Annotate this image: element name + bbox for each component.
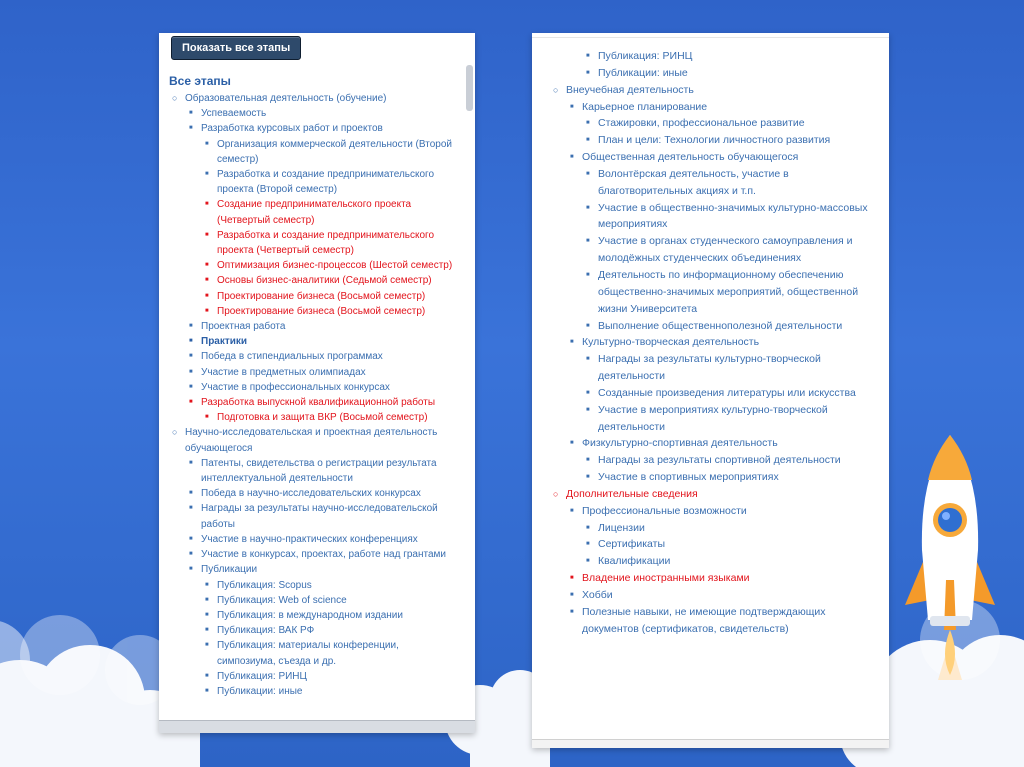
tree-item-label: Участие в общественно-значимых культурно-массовых мероприятиях [598,201,868,231]
tree-item[interactable] [169,91,459,106]
tree-item[interactable] [169,562,459,577]
square-bullet-icon: ■ [189,399,193,406]
circle-bullet-icon: ○ [553,84,559,95]
square-bullet-icon: ■ [586,389,590,396]
square-bullet-icon: ■ [189,535,193,542]
tree-item-label: Стажировки, профессиональное развитие [598,117,805,130]
tree-item[interactable] [550,604,880,638]
square-bullet-icon: ■ [586,474,590,481]
square-bullet-icon: ■ [586,120,590,127]
tree-item-label: Публикация: Web of science [217,594,347,606]
square-bullet-icon: ■ [189,353,193,360]
square-bullet-icon: ■ [189,551,193,558]
tree-item[interactable] [550,503,880,520]
tree-item[interactable] [550,486,880,503]
tree-item-label: Награды за результаты культурно-творческой деятельности [598,353,821,383]
square-bullet-icon: ■ [189,110,193,117]
tree-item-label: Участие в предметных олимпиадах [201,366,366,378]
tree-item-label: Публикация: ВАК РФ [217,625,315,637]
tree-item-label: Награды за результаты спортивной деятельности [598,454,841,467]
tree-item[interactable] [550,166,880,200]
square-bullet-icon: ■ [205,307,209,314]
square-bullet-icon: ■ [205,596,209,603]
square-bullet-icon: ■ [205,581,209,588]
square-bullet-icon: ■ [570,592,574,598]
tree-item-label: Созданные произведения литературы или искусства [598,386,856,399]
square-bullet-icon: ■ [570,608,574,615]
tree-item[interactable] [169,669,459,684]
tree-item[interactable] [550,553,880,570]
tree-item-label: Участие в научно-практических конференциях [201,533,418,545]
square-bullet-icon: ■ [586,238,590,245]
square-bullet-icon: ■ [586,322,590,329]
square-bullet-icon: ■ [189,338,193,345]
tree-item-label: Основы бизнес-аналитики (Седьмой семестр) [217,275,432,287]
tree-item-label: Общественная деятельность обучающегося [582,151,799,164]
tree-item-label: Карьерное планирование [582,100,708,113]
tree-item[interactable] [169,593,459,608]
tree-item[interactable] [550,82,880,99]
tree-item[interactable] [169,395,459,410]
square-bullet-icon: ■ [189,368,193,375]
tree-item[interactable] [169,304,459,319]
top-divider [532,33,889,38]
tree-item-label: Участие в органах студенческого самоуправления и молодёжных студенческих объединениях [598,235,853,265]
tree-item-label: Разработка курсовых работ и проектов [201,123,383,135]
tree-item[interactable] [169,319,459,334]
tree-item-label: Культурно-творческая деятельность [582,336,760,349]
square-bullet-icon: ■ [205,277,209,284]
tree-item[interactable] [550,452,880,469]
tree-item[interactable] [169,380,459,395]
rocket-illustration [900,430,1000,680]
tree-item-label: План и цели: Технологии личностного развития [598,134,831,147]
square-bullet-icon: ■ [586,204,590,211]
tree-item-label: Победа в стипендиальных программах [201,351,383,363]
tree-item-label: Организация коммерческой деятельности (Второй семестр) [217,138,452,165]
tree-item-label: Создание предпринимательского проекта (Четвертый семестр) [217,199,412,226]
tree-item[interactable] [550,318,880,335]
tree-item-label: Волонтёрская деятельность, участие в благотворительных акциях и т.п. [598,167,789,197]
tree-item-label: Публикация: РИНЦ [217,670,307,682]
tree-item[interactable] [169,578,459,593]
tree-item[interactable] [550,334,880,351]
tree-item[interactable] [169,608,459,623]
tree-item[interactable] [169,365,459,380]
tree-item-label: Образовательная деятельность (обучение) [185,93,387,104]
square-bullet-icon: ■ [189,459,193,466]
tree-item-label: Оптимизация бизнес-процессов (Шестой семестр) [217,260,453,272]
tree-item[interactable] [169,638,459,668]
tree-item-label: Разработка и создание предпринимательского проекта (Второй семестр) [217,169,435,196]
square-bullet-icon: ■ [586,558,590,565]
square-bullet-icon: ■ [570,440,574,447]
tree-item[interactable] [550,536,880,553]
square-bullet-icon: ■ [586,271,590,278]
tree-item-label: Награды за результаты научно-исследовательской работы [201,503,438,530]
tree-item-label: Участие в конкурсах, проектах, работе над грантами [201,549,446,561]
left-stage-tree [169,91,459,699]
tree-item[interactable] [169,167,459,197]
square-bullet-icon: ■ [205,292,209,299]
tree-item[interactable] [550,99,880,116]
tree-item[interactable] [169,425,459,455]
tree-item-label: Квалификации [598,555,671,568]
square-bullet-icon: ■ [205,611,209,618]
tree-item[interactable] [169,121,459,136]
tree-item-label: Публикация: в международном издании [217,609,403,621]
tree-item-label: Публикации: иные [598,66,688,79]
tree-item[interactable] [550,65,880,82]
tree-item-label: Победа в научно-исследовательских конкурсах [201,488,421,500]
square-bullet-icon: ■ [586,170,590,177]
square-bullet-icon: ■ [570,339,574,346]
square-bullet-icon: ■ [205,171,209,178]
tree-item[interactable] [169,532,459,547]
tree-item-label: Успеваемость [201,108,267,120]
tree-item-label: Деятельность по информационному обеспечению общественно-значимых мероприятий, общественной жизни Университета [598,268,859,315]
tree-item[interactable] [550,267,880,318]
square-bullet-icon: ■ [586,69,590,76]
tree-item[interactable] [550,469,880,486]
tree-item[interactable] [169,289,459,304]
tree-item-label: Участие в профессиональных конкурсах [201,381,390,393]
tree-item-label: Внеучебная деятельность [566,83,694,96]
tree-item[interactable] [550,115,880,132]
tree-item-label: Публикации [201,564,258,576]
tree-item-label: Патенты, свидетельства о регистрации результата интеллектуальной деятельности [201,457,437,485]
square-bullet-icon: ■ [586,53,590,59]
tree-item-label: Участие в спортивных мероприятиях [598,471,779,484]
square-bullet-icon: ■ [189,383,193,390]
tree-item-label: Проектная работа [201,321,286,333]
tree-item-label: Разработка и создание предпринимательского проекта (Четвертый семестр) [217,229,435,257]
square-bullet-icon: ■ [570,154,574,161]
square-bullet-icon: ■ [205,627,209,634]
square-bullet-icon: ■ [586,406,590,413]
tree-item[interactable] [550,587,880,604]
square-bullet-icon: ■ [189,490,193,497]
tree-item[interactable] [550,149,880,166]
tree-item-label: Практики [201,336,248,348]
tree-item[interactable] [550,351,880,385]
square-bullet-icon: ■ [205,687,209,694]
tree-item-label: Дополнительные сведения [566,487,698,500]
tree-item[interactable] [169,273,459,288]
circle-bullet-icon: ○ [553,488,559,499]
tree-item[interactable] [169,410,459,425]
tree-item[interactable] [169,349,459,364]
tree-item-label: Публикация: материалы конференции, симпозиума, съезда и др. [217,640,399,667]
tree-item-label: Сертификаты [598,538,665,551]
tree-item-label: Публикации: иные [217,685,303,697]
square-bullet-icon: ■ [205,231,209,238]
square-bullet-icon: ■ [205,201,209,208]
tree-item[interactable] [169,228,459,258]
tree-item[interactable] [169,623,459,638]
tree-item[interactable] [550,233,880,267]
square-bullet-icon: ■ [586,457,590,464]
tree-item[interactable] [550,520,880,537]
square-bullet-icon: ■ [205,262,209,269]
square-bullet-icon: ■ [205,672,209,679]
square-bullet-icon: ■ [189,505,193,512]
square-bullet-icon: ■ [586,541,590,548]
right-panel [532,33,889,748]
square-bullet-icon: ■ [189,323,193,330]
bottom-toolbar [159,720,475,733]
show-all-stages-button[interactable]: Показать все этапы [171,36,301,60]
square-bullet-icon: ■ [570,103,574,110]
tree-item-label: Публикация: РИНЦ [598,50,693,62]
tree-item[interactable] [550,402,880,436]
tree-item-label: Лицензии [598,521,645,534]
tree-item-label: Разработка выпускной квалификационной работы [201,397,436,409]
tree-item[interactable] [169,106,459,121]
bottom-divider [532,739,889,748]
tree-item[interactable] [169,684,459,699]
tree-item[interactable] [550,435,880,452]
tree-item[interactable] [550,48,880,65]
tree-item-label: Проектирование бизнеса (Восьмой семестр) [217,305,426,317]
square-bullet-icon: ■ [570,507,574,514]
tree-item-label: Физкультурно-спортивная деятельность [582,437,778,450]
tree-item[interactable] [169,258,459,273]
right-stage-tree [550,48,880,638]
tree-item-label: Профессиональные возможности [582,504,747,517]
left-panel [159,33,475,733]
tree-item[interactable] [550,385,880,402]
tree-item[interactable] [169,334,459,349]
tree-item[interactable] [550,132,880,149]
square-bullet-icon: ■ [189,125,193,132]
tree-item-label: Владение иностранными языками [582,572,750,585]
square-bullet-icon: ■ [205,642,209,649]
square-bullet-icon: ■ [205,414,209,421]
tree-item[interactable] [169,137,459,167]
square-bullet-icon: ■ [586,137,590,144]
tree-item[interactable] [169,197,459,227]
tree-item-label: Выполнение общественнополезной деятельности [598,319,843,332]
square-bullet-icon: ■ [570,575,574,582]
square-bullet-icon: ■ [189,566,193,573]
tree-item-label: Проектирование бизнеса (Восьмой семестр) [217,290,426,302]
circle-bullet-icon: ○ [172,427,178,438]
tree-item-label: Хобби [582,589,613,601]
tree-item[interactable] [169,547,459,562]
tree-item-label: Публикация: Scopus [217,579,312,591]
all-stages-heading: Все этапы [169,74,231,88]
tree-item-label: Научно-исследовательская и проектная деятельность обучающегося [185,427,438,454]
tree-item[interactable] [550,200,880,234]
tree-item-label: Полезные навыки, не имеющие подтверждающих документов (сертификатов, свидетельств) [582,605,826,635]
tree-item[interactable] [169,486,459,501]
square-bullet-icon: ■ [586,524,590,531]
square-bullet-icon: ■ [205,140,209,147]
tree-item-label: Участие в мероприятиях культурно-творческой деятельности [598,403,828,433]
scrollbar[interactable] [466,65,473,111]
tree-item-label: Подготовка и защита ВКР (Восьмой семестр) [217,412,428,424]
tree-item[interactable] [169,501,459,531]
tree-item[interactable] [550,570,880,587]
square-bullet-icon: ■ [586,356,590,363]
tree-item[interactable] [169,456,459,486]
circle-bullet-icon: ○ [172,93,178,103]
